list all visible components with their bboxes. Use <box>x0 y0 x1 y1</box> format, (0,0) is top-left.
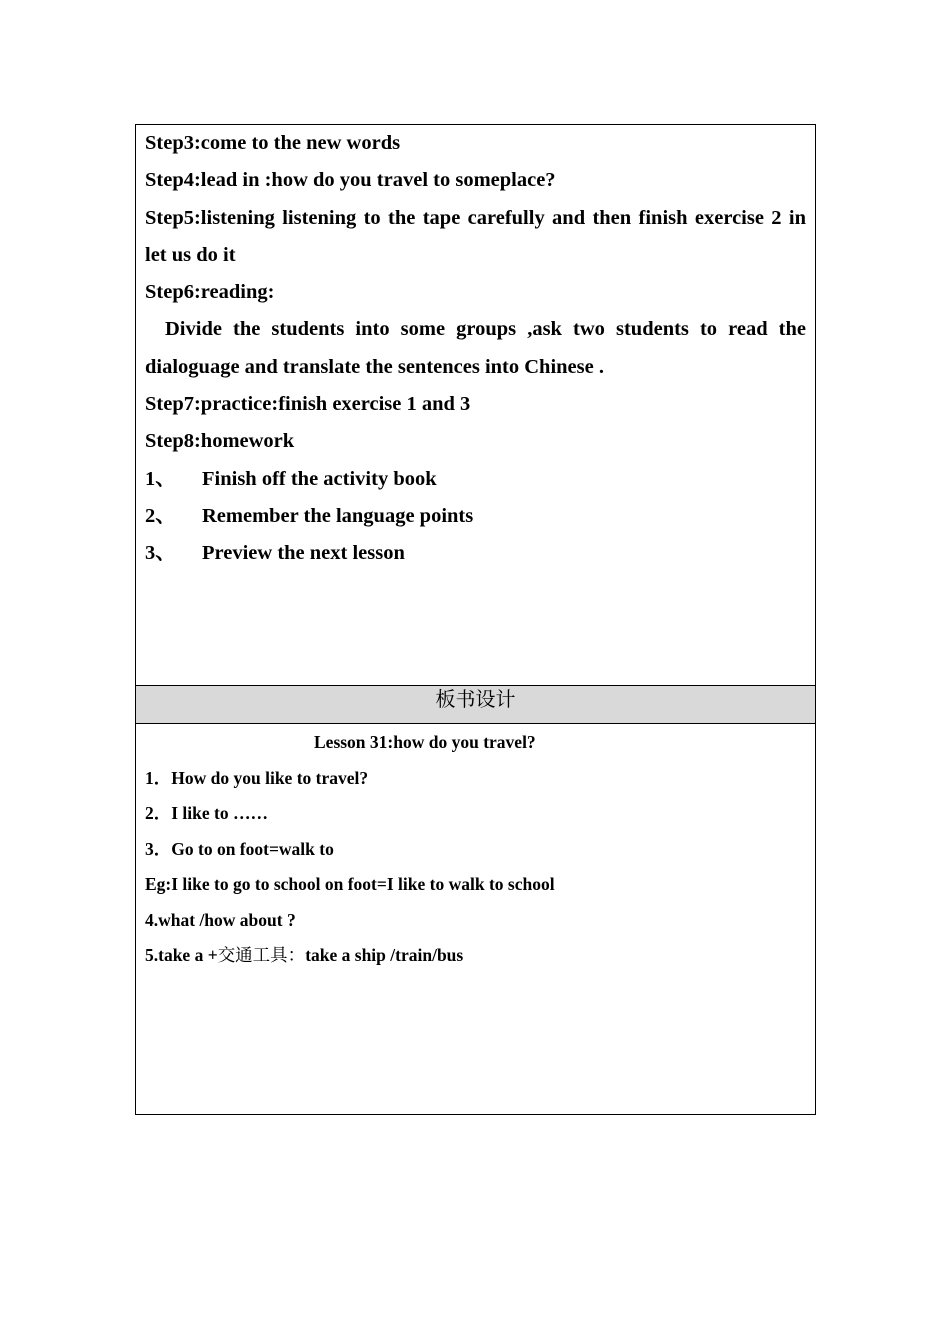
homework-number: 1、 <box>145 467 176 490</box>
teaching-steps-cell <box>136 125 815 685</box>
homework-number: 3、 <box>145 542 176 565</box>
board-design-header: 板书设计 <box>136 685 815 724</box>
step3-line: Step3:come to the new words <box>145 132 401 154</box>
step6-detail: Divide the students into some groups ,ask two students to read the dialoguage and translate the sentences into Chinese . <box>145 318 806 378</box>
board-line-5 <box>145 938 806 975</box>
homework-text: Finish off the activity book <box>202 467 437 490</box>
step4-line: Step4:lead in :how do you travel to someplace? <box>145 169 556 192</box>
homework-item <box>145 535 806 572</box>
homework-text: Remember the language points <box>202 504 474 527</box>
step7-line: Step7:practice:finish exercise 1 and 3 <box>145 393 471 416</box>
board-line-3: 3．Go to on foot=walk to <box>145 838 334 859</box>
board-line-5-prefix: 5.take a + <box>145 945 218 965</box>
board-design-cell <box>136 724 815 1114</box>
homework-item <box>145 461 806 498</box>
homework-number: 2、 <box>145 504 176 527</box>
step8-line: Step8:homework <box>145 430 295 453</box>
board-line-5-suffix: take a ship /train/bus <box>305 945 464 965</box>
lesson-plan-table <box>135 124 816 1115</box>
board-line-2: 2．I like to …… <box>145 803 268 823</box>
homework-item <box>145 498 806 535</box>
homework-text: Preview the next lesson <box>202 542 405 565</box>
board-line-1: 1．How do you like to travel? <box>145 767 369 788</box>
board-line-example: Eg:I like to go to school on foot=I like to walk to school <box>145 874 555 894</box>
step5-line: Step5:listening listening to the tape carefully and then finish exercise 2 in let us do it <box>145 206 806 266</box>
lesson-title: Lesson 31:how do you travel? <box>314 732 536 752</box>
board-line-4: 4.what /how about ? <box>145 909 296 930</box>
board-line-5-cjk: 交通工具： <box>217 946 306 966</box>
step6-line: Step6:reading: <box>145 281 275 304</box>
